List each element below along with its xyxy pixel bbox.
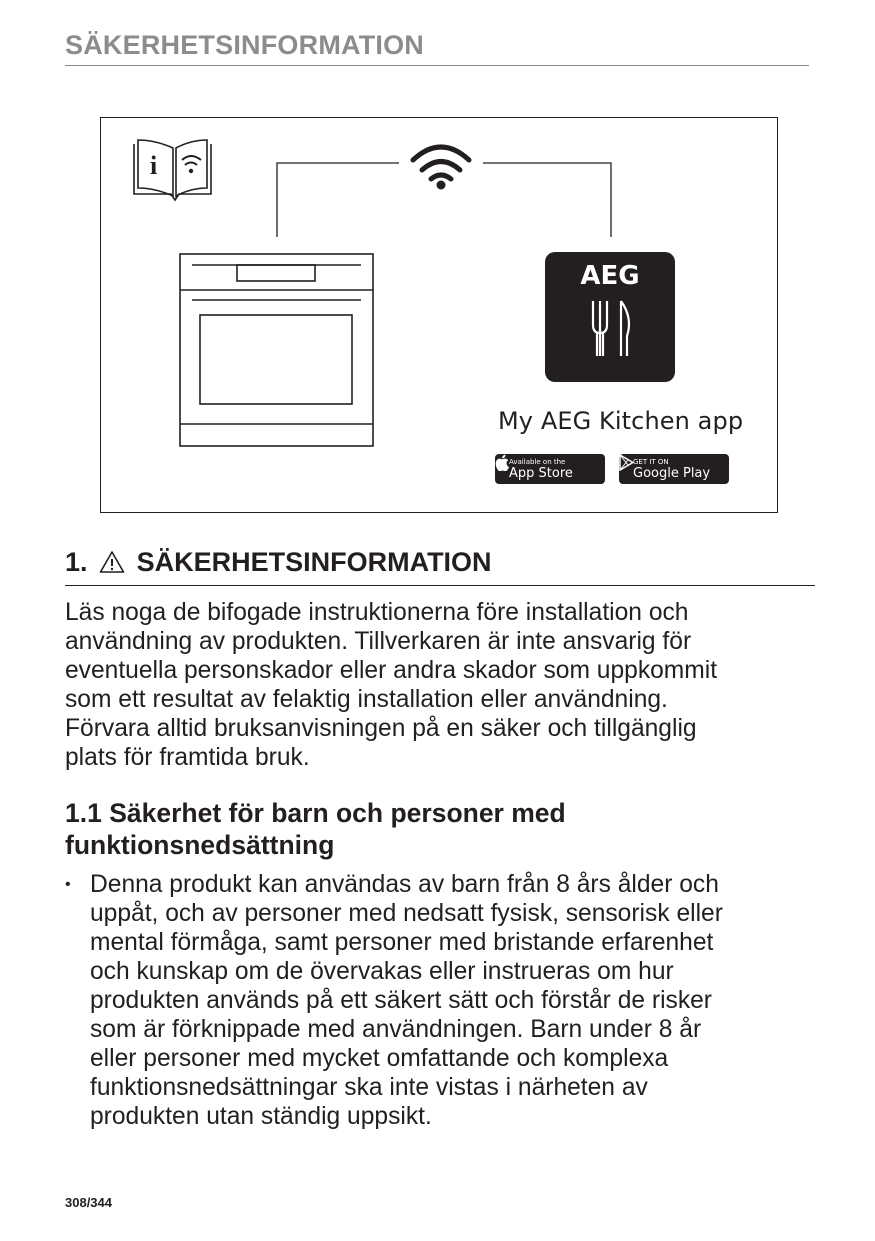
intro-line: plats för framtida bruk.: [65, 744, 310, 771]
app-store-small-text: Available on the: [509, 457, 566, 466]
manual-book-icon: [134, 140, 211, 200]
connectivity-figure: [100, 117, 778, 513]
running-header-title: SÄKERHETSINFORMATION: [65, 30, 424, 60]
svg-text:i: i: [150, 151, 158, 180]
section-title-text: SÄKERHETSINFORMATION: [136, 547, 492, 577]
bullet-line: funktionsnedsättningar ska inte vistas i närheten av: [90, 1074, 648, 1101]
section-number: 1.: [65, 547, 88, 577]
intro-line: Läs noga de bifogade instruktionerna före installation och: [65, 599, 689, 626]
page-number: 308/344: [65, 1195, 112, 1210]
bullet-marker: •: [65, 876, 71, 893]
intro-line: eventuella personskador eller andra skador som uppkommit: [65, 657, 718, 684]
google-play-small-text: GET IT ON: [633, 457, 669, 466]
bullet-line: och kunskap om de övervakas eller instrueras om hur: [90, 958, 674, 985]
running-header: [65, 30, 809, 66]
aeg-app-logo: [545, 252, 675, 382]
bullet-line: uppåt, och av personer med nedsatt fysisk, sensorisk eller: [90, 900, 723, 927]
bullet-line: mental förmåga, samt personer med bristande erfarenhet: [90, 929, 714, 956]
list-item: [65, 870, 805, 1131]
intro-line: användning av produkten. Tillverkaren är inte ansvarig för: [65, 628, 692, 655]
google-play-badge[interactable]: [619, 454, 729, 484]
intro-paragraph: [65, 598, 805, 772]
oven-illustration: [180, 254, 373, 446]
google-play-big-text: Google Play: [633, 465, 711, 481]
aeg-logo-text: AEG: [580, 261, 640, 291]
safety-bullet-list: [65, 870, 805, 1131]
bullet-line: Denna produkt kan användas av barn från 8 års ålder och: [90, 871, 719, 898]
section-title: [65, 547, 815, 586]
subsection-title-line: funktionsnedsättning: [65, 830, 335, 860]
app-name: My AEG Kitchen app: [498, 407, 744, 435]
wifi-icon: [413, 147, 469, 190]
app-store-big-text: App Store: [509, 465, 573, 481]
warning-icon: [99, 550, 125, 581]
bullet-line: eller personer med mycket omfattande och komplexa: [90, 1045, 669, 1072]
app-store-badge[interactable]: [495, 454, 605, 484]
bullet-line: produkten utan ständig uppsikt.: [90, 1103, 432, 1130]
intro-line: som ett resultat av felaktig installation eller användning.: [65, 686, 668, 713]
subsection-title-line: 1.1 Säkerhet för barn och personer med: [65, 798, 566, 828]
intro-line: Förvara alltid bruksanvisningen på en säker och tillgänglig: [65, 715, 697, 742]
subsection-title: [65, 797, 785, 861]
bullet-line: som är förknippade med användningen. Barn under 8 år: [90, 1016, 702, 1043]
bullet-line: produkten används på ett säkert sätt och förstår de risker: [90, 987, 713, 1014]
